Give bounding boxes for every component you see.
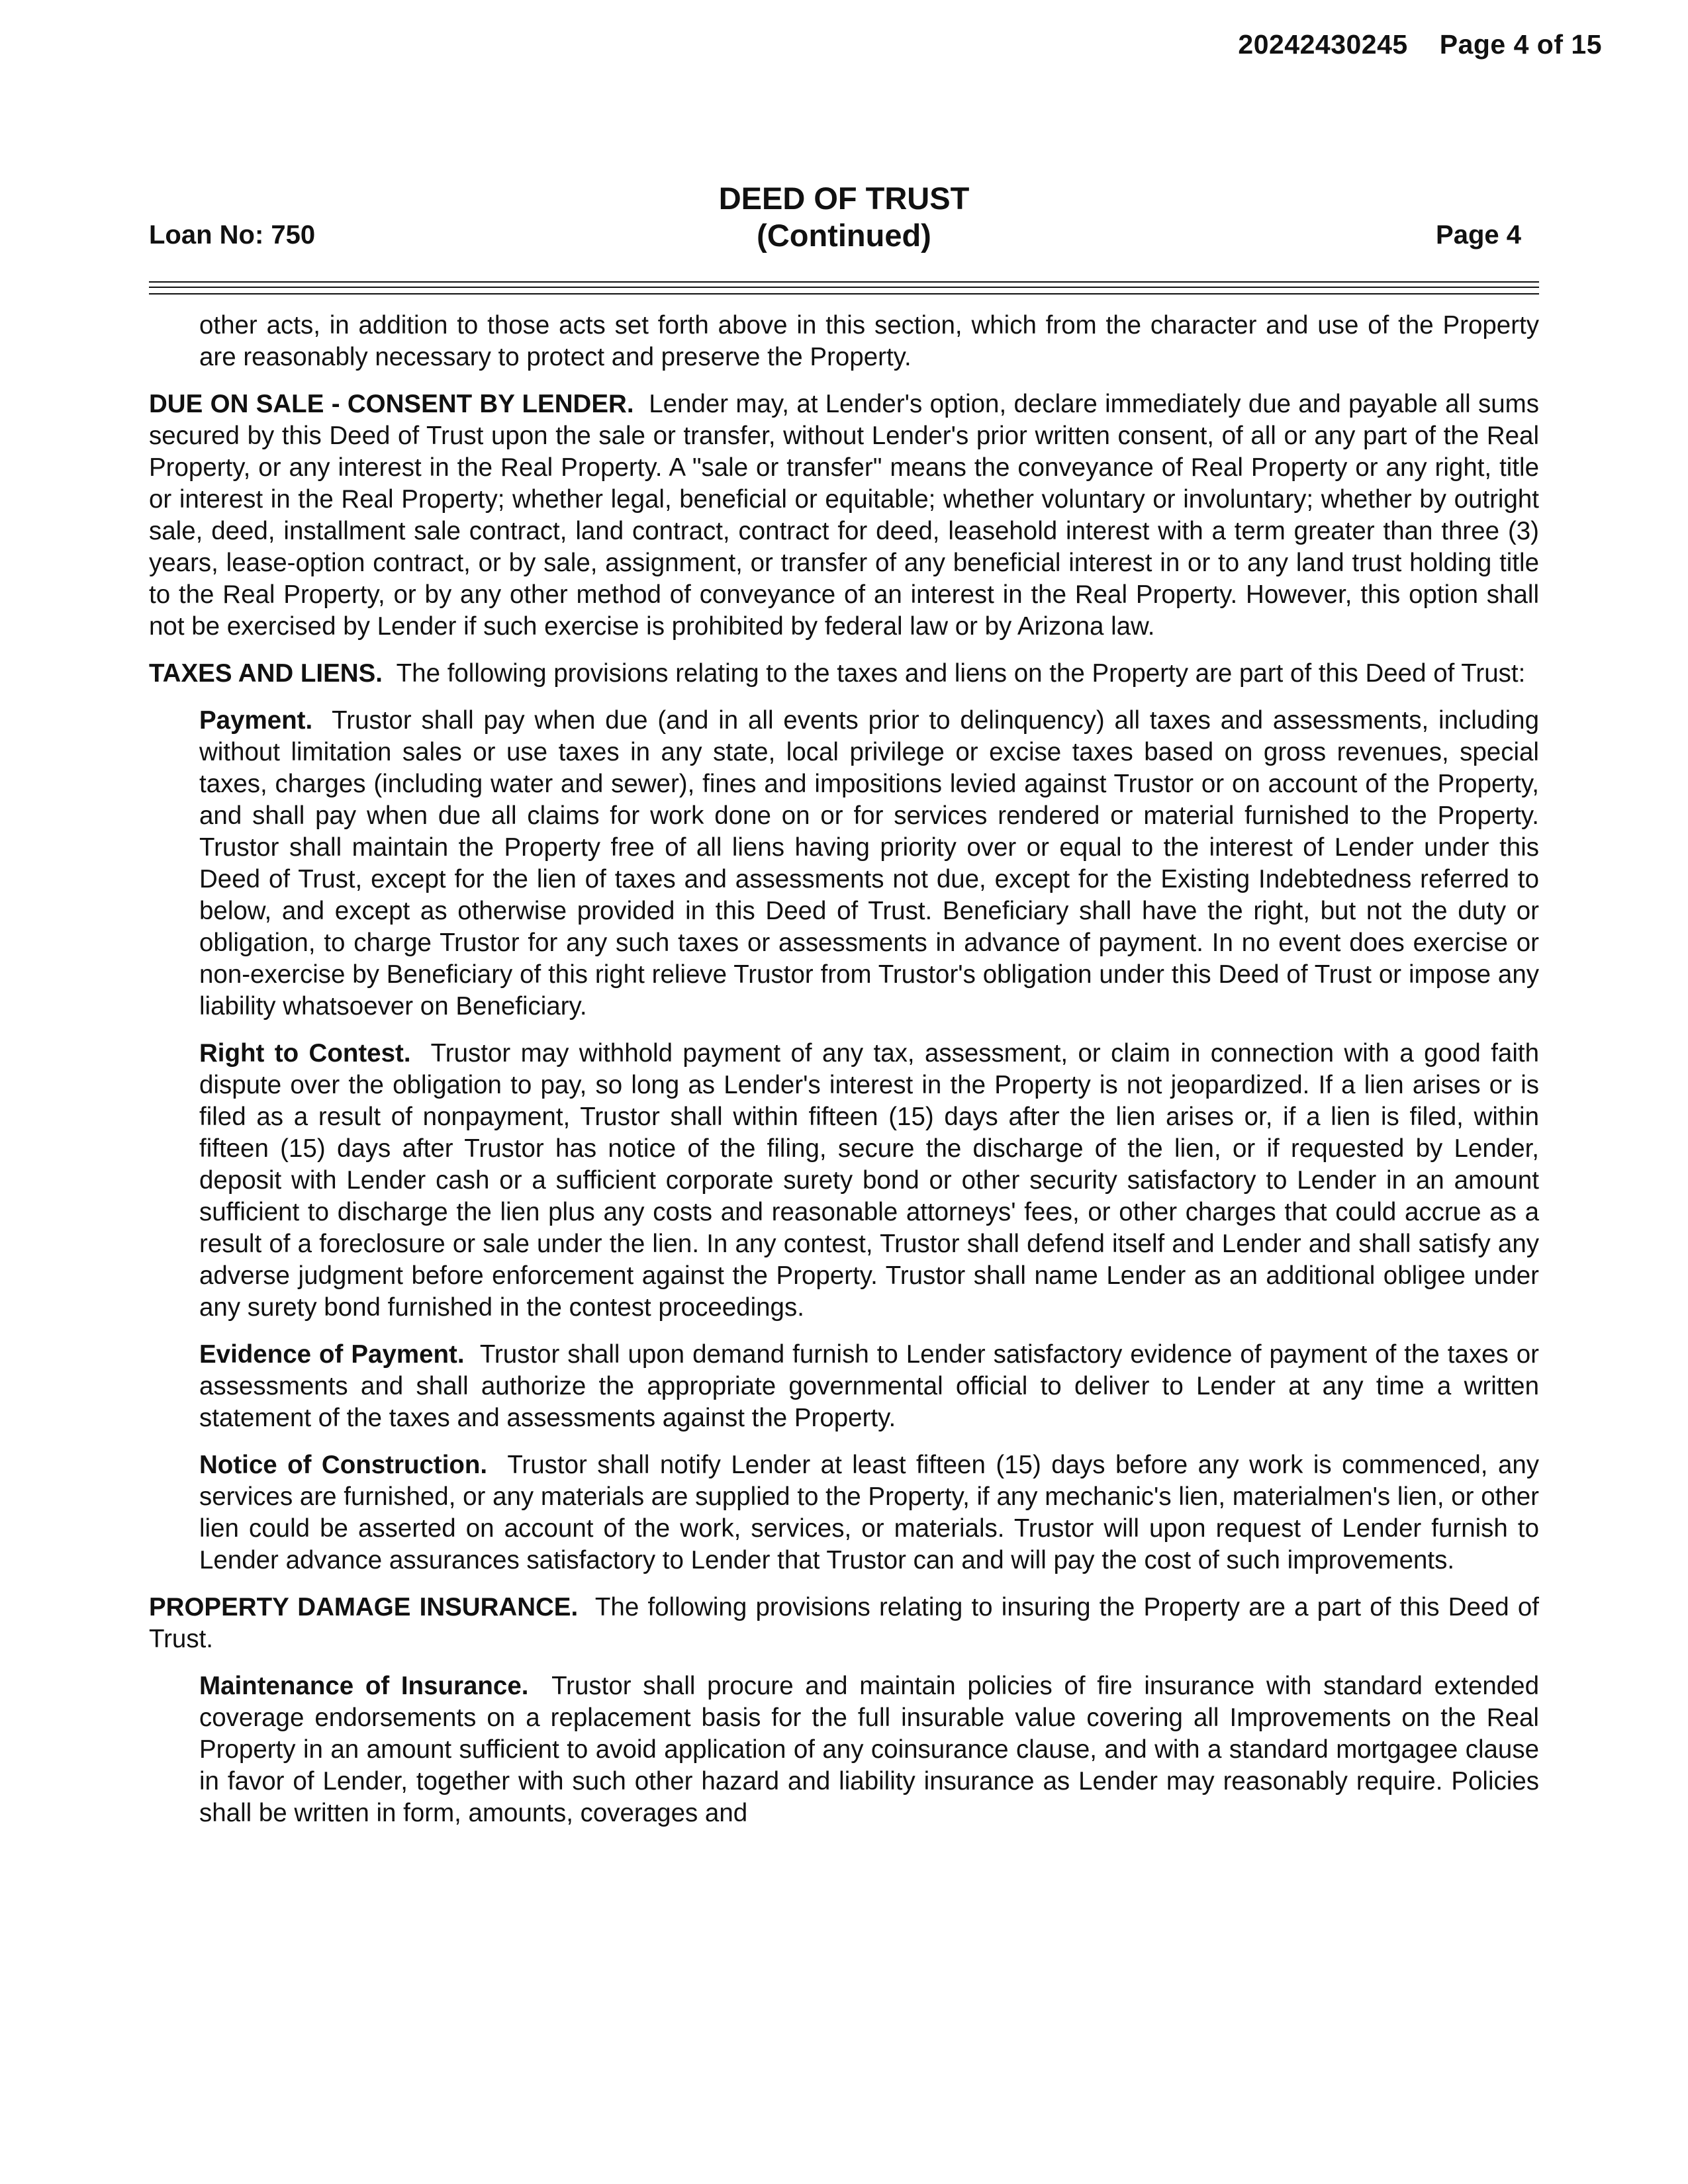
loan-number: Loan No: 750: [149, 220, 316, 250]
paragraph-text: Lender may, at Lender's option, declare immediately due and payable all sums secured by this Deed of Trust upon the sale or transfer, without Lender's prior written consent, of all or any part of the Real Property, or any interest in the Real Property. A "sale or transfer" means the conveyance of Real Property or any right, title or interest in the Real Property; whether legal, beneficial or equitable; whether voluntary or involuntary; whether by outright sale, deed, installment sale contract, land contract, contract for deed, leasehold interest with a term greater than three (3) years, lease-option contract, or by sale, assignment, or transfer of any beneficial interest in or to any land trust holding title to the Real Property, or by any other method of conveyance of an interest in the Real Property. However, this option shall not be exercised by Lender if such exercise is prohibited by federal law or by Arizona law.: [149, 390, 1539, 641]
page-number: Page 4: [1436, 220, 1521, 250]
paragraph-right-to-contest: [199, 1038, 1539, 1324]
paragraph-text: Trustor shall procure and maintain policies of fire insurance with standard extended coverage endorsements on a replacement basis for the full insurable value covering all Improvements on the Real Property in an amount sufficient to avoid application of any coinsurance clause, and with a standard mortgagee clause in favor of Lender, together with such other hazard and liability insurance as Lender may reasonably require. Policies shall be written in form, amounts, coverages and: [199, 1672, 1539, 1827]
paragraph-heading: PROPERTY DAMAGE INSURANCE.: [149, 1593, 579, 1621]
recording-number-line: [1238, 29, 1602, 60]
paragraph-heading: Right to Contest.: [199, 1039, 411, 1068]
paragraph-heading: Payment.: [199, 706, 313, 735]
paragraph-text: Trustor shall pay when due (and in all events prior to delinquency) all taxes and assessments, including without limitation sales or use taxes in any state, local privilege or excise taxes based on gross revenues, special taxes, charges (including water and sewer), fines and impositions levied against Trustor or on account of the Property, and shall pay when due all claims for work done on or for services rendered or material furnished to the Property. Trustor shall maintain the Property free of all liens having priority over or equal to the interest of Lender under this Deed of Trust, except for the lien of taxes and assessments not due, except for the Existing Indebtedness referred to below, and except as otherwise provided in this Deed of Trust. Beneficiary shall have the right, but not the duty or obligation, to charge Trustor for any such taxes or assessments in advance of payment. In no event does exercise or non-exercise by Beneficiary of this right relieve Trustor from Trustor's obligation under this Deed of Trust or impose any liability whatsoever on Beneficiary.: [199, 706, 1539, 1021]
subtitle-text: (Continued): [757, 218, 931, 253]
paragraph-heading: Notice of Construction.: [199, 1451, 488, 1479]
paragraph-heading: DUE ON SALE - CONSENT BY LENDER.: [149, 390, 634, 418]
document-body: [149, 310, 1539, 1844]
paragraph-notice-of-construction: [199, 1449, 1539, 1576]
paragraph-continued: [199, 310, 1539, 373]
paragraph-text: Trustor shall upon demand furnish to Lender satisfactory evidence of payment of the taxes or assessments and shall authorize the appropriate governmental official to deliver to Lender at any time a written statement of the taxes and assessments against the Property.: [199, 1340, 1539, 1432]
paragraph-evidence-of-payment: [199, 1339, 1539, 1434]
paragraph-text: The following provisions relating to insuring the Property are a part of this Deed of Trust.: [149, 1593, 1539, 1653]
paragraph-heading: Maintenance of Insurance.: [199, 1672, 529, 1700]
header-rule-top: [149, 281, 1539, 283]
paragraph-heading: TAXES AND LIENS.: [149, 659, 383, 688]
recording-page: Page 4 of 15: [1439, 29, 1602, 60]
header-rule-middle: [149, 287, 1539, 288]
paragraph-property-damage-insurance: [149, 1592, 1539, 1655]
paragraph-text: other acts, in addition to those acts set forth above in this section, which from the character and use of the Property are reasonably necessary to protect and preserve the Property.: [199, 311, 1539, 371]
recording-number: 20242430245: [1238, 29, 1408, 60]
paragraph-text: The following provisions relating to the taxes and liens on the Property are part of this Deed of Trust:: [396, 659, 1526, 688]
paragraph-maintenance-of-insurance: [199, 1670, 1539, 1829]
paragraph-taxes-and-liens: [149, 658, 1539, 690]
title-text: DEED OF TRUST: [718, 181, 970, 216]
paragraph-due-on-sale: [149, 388, 1539, 643]
paragraph-heading: Evidence of Payment.: [199, 1340, 465, 1369]
header-rule-bottom: [149, 293, 1539, 295]
paragraph-text: Trustor may withhold payment of any tax, assessment, or claim in connection with a good faith dispute over the obligation to pay, so long as Lender's interest in the Property is not jeopardized. If a lien arises or is filed as a result of nonpayment, Trustor shall within fifteen (15) days after the lien arises or, if a lien is filed, within fifteen (15) days after Trustor has notice of the filing, secure the discharge of the lien, or if requested by Lender, deposit with Lender cash or a sufficient corporate surety bond or other security satisfactory to Lender in an amount sufficient to discharge the lien plus any costs and reasonable attorneys' fees, or other charges that could accrue as a result of a foreclosure or sale under the lien. In any contest, Trustor shall defend itself and Lender and shall satisfy any adverse judgment before enforcement against the Property. Trustor shall name Lender as an additional obligee under any surety bond furnished in the contest proceedings.: [199, 1039, 1539, 1322]
paragraph-payment: [199, 705, 1539, 1023]
paragraph-text: Trustor shall notify Lender at least fifteen (15) days before any work is commenced, any services are furnished, or any materials are supplied to the Property, if any mechanic's lien, materialmen's lien, or other lien could be asserted on account of the work, services, or materials. Trustor will upon request of Lender furnish to Lender advance assurances satisfactory to Lender that Trustor can and will pay the cost of such improvements.: [199, 1451, 1540, 1574]
